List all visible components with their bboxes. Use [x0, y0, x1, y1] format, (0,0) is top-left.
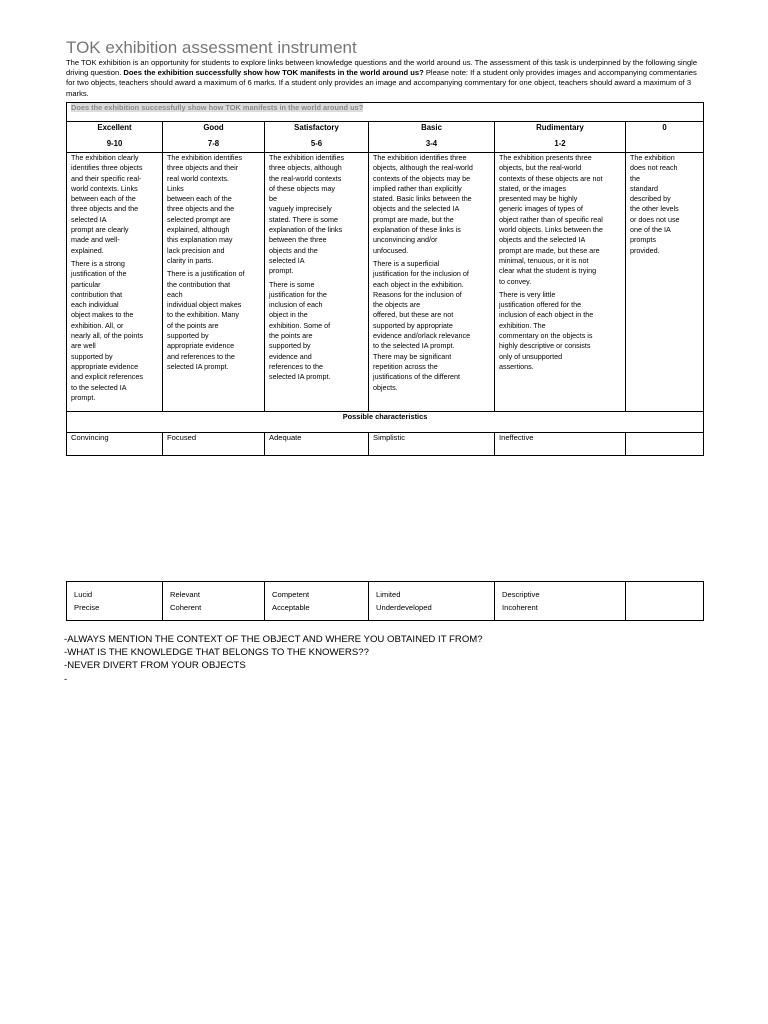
descriptor-text: There is a strong justification of the particular contribution that each individual object makes to the exhibition. All, or nearly all, of the points are well supported by appropriate evidence and explicit references to the selected IA prompt. — [71, 258, 143, 402]
descriptor-excellent — [67, 153, 163, 412]
possible-characteristics-heading: Possible characteristics — [67, 412, 704, 433]
page-title: TOK exhibition assessment instrument — [66, 38, 357, 57]
characteristic-cell: Ineffective — [495, 433, 626, 456]
intro-text-2: Please note: If a student only provides images and accompanying commentaries for two objects, teachers should award a maximum of 6 marks. If a student only provides an image and accompanying commentary for one object, teachers should award a maximum of 3 marks. — [66, 68, 697, 98]
descriptor-zero — [626, 153, 704, 412]
possible-characteristics-row — [67, 412, 704, 433]
rubric-question-row — [67, 103, 704, 122]
descriptor-text: The exhibition identifies three objects, although the real-world contexts of these objects may be vaguely imprecisely stated. There is some explanation of the links between the three objects and the selected IA prompt. — [269, 153, 345, 276]
descriptor-text: There is very little justification offered for the inclusion of each object in the exhibition. The commentary on the objects is highly descriptive or consists only of unsupported assertions. — [499, 289, 594, 371]
characteristics-row-1 — [67, 433, 704, 456]
level-header-basic — [369, 122, 495, 153]
level-name: Basic — [421, 123, 442, 132]
descriptor-text: The exhibition identifies three objects and their real world contexts. Links between each of the three objects and the selected prompt are explained, although this explanation may lack precision and clarity in parts. — [167, 153, 243, 265]
descriptor-text: There is some justification for the inclusion of each object in the exhibition. Some of the points are supported by evidence and references to the selected IA prompt. — [269, 279, 331, 382]
characteristic-cell: Simplistic — [369, 433, 495, 456]
level-header-zero — [626, 122, 704, 153]
rubric-question-cell — [67, 103, 704, 122]
characteristic-word: Limited — [376, 590, 401, 599]
intro-text-1: The TOK exhibition is an opportunity for students to explore links between knowledge questions and the world around us. The assessment of this task is underpinned by the following single driving question. — [66, 58, 698, 78]
descriptor-good — [163, 153, 265, 412]
descriptor-text: The exhibition clearly identifies three objects and their specific real- world contexts. Links between each of the three objects and the selected IA prompt are clearly made and well- explained. — [71, 153, 143, 255]
characteristic-pair-cell — [265, 582, 369, 621]
notes-list — [64, 633, 483, 686]
descriptor-text: There is a superficial justification for the inclusion of each object in the exhibition. Reasons for the inclusion of the objects are offered, but these are not supported by appropriate evidence and/orlack relevance to the selected IA prompt. There may be significant repetition across the justifications of the different objects. — [373, 258, 471, 392]
characteristic-word: Underdeveloped — [376, 603, 432, 612]
descriptor-text: There is a justification of the contribution that each individual object makes to the exhibition. Many of the points are supported by appropriate evidence and references to the selected IA prompt. — [167, 269, 245, 371]
level-name: Good — [203, 123, 224, 132]
characteristic-pair-cell — [626, 582, 704, 621]
characteristic-cell: Adequate — [265, 433, 369, 456]
characteristic-word: Descriptive — [502, 590, 540, 599]
level-header-good — [163, 122, 265, 153]
note-line: -NEVER DIVERT FROM YOUR OBJECTS — [64, 660, 246, 672]
characteristic-pair-cell — [495, 582, 626, 621]
descriptor-rudimentary — [495, 153, 626, 412]
characteristic-word: Competent — [272, 590, 310, 599]
level-marks: 3-4 — [425, 139, 438, 148]
characteristic-pair-cell — [163, 582, 265, 621]
characteristic-word: Lucid — [74, 590, 93, 599]
intro-driving-question: Does the exhibition successfully show how TOK manifests in the world around us? — [123, 68, 424, 78]
characteristic-word: Incoherent — [502, 603, 538, 612]
characteristics-row-2 — [67, 582, 704, 621]
characteristic-cell: Convincing — [67, 433, 163, 456]
characteristic-word: Coherent — [170, 603, 202, 612]
level-header-satisfactory — [265, 122, 369, 153]
level-marks: 5-6 — [310, 139, 323, 148]
level-name: Excellent — [97, 123, 132, 132]
characteristic-cell — [626, 433, 704, 456]
note-line: -WHAT IS THE KNOWLEDGE THAT BELONGS TO THE KNOWERS?? — [64, 647, 369, 659]
level-marks: 1-2 — [554, 139, 566, 148]
descriptor-row — [67, 153, 704, 412]
characteristic-cell: Focused — [163, 433, 265, 456]
level-name: Rudimentary — [536, 123, 584, 132]
rubric-table — [66, 102, 704, 456]
level-header-excellent — [67, 122, 163, 153]
characteristic-pair-cell — [369, 582, 495, 621]
characteristic-pair-cell — [67, 582, 163, 621]
descriptor-text: The exhibition presents three objects, but the real-world contexts of these objects are not stated, or the images presented may be highly generic images of types of object rather than of specific real world objects. Links between the objects and the selected IA prompt are made, but these are minimal, tenuous, or it is not clear what the student is trying to convey. — [499, 153, 603, 286]
rubric-question: Does the exhibition successfully show how TOK manifests in the world around us? — [71, 103, 364, 112]
note-line: - — [64, 673, 68, 685]
characteristic-word: Relevant — [170, 590, 200, 599]
characteristic-word: Acceptable — [272, 603, 310, 612]
level-header-rudimentary — [495, 122, 626, 153]
characteristic-word: Precise — [74, 603, 100, 612]
characteristics-table-2 — [66, 581, 704, 621]
descriptor-satisfactory — [265, 153, 369, 412]
level-name: Satisfactory — [294, 123, 339, 132]
descriptor-basic — [369, 153, 495, 412]
note-line: -ALWAYS MENTION THE CONTEXT OF THE OBJECT AND WHERE YOU OBTAINED IT FROM? — [64, 634, 483, 645]
level-marks: 7-8 — [207, 139, 220, 148]
level-header-row — [67, 122, 704, 153]
level-name: 0 — [662, 123, 667, 132]
descriptor-text: The exhibition does not reach the standard described by the other levels or does not use one of the IA prompts provided. — [630, 153, 680, 255]
intro-paragraph — [66, 58, 706, 99]
level-marks: 9-10 — [106, 139, 123, 148]
descriptor-text: The exhibition identifies three objects, although the real-world contexts of the objects may be implied rather than explicitly stated. Basic links between the objects and the selected IA prompt are made, but the explanation of these links is unconvincing and/or unfocused. — [373, 153, 473, 255]
